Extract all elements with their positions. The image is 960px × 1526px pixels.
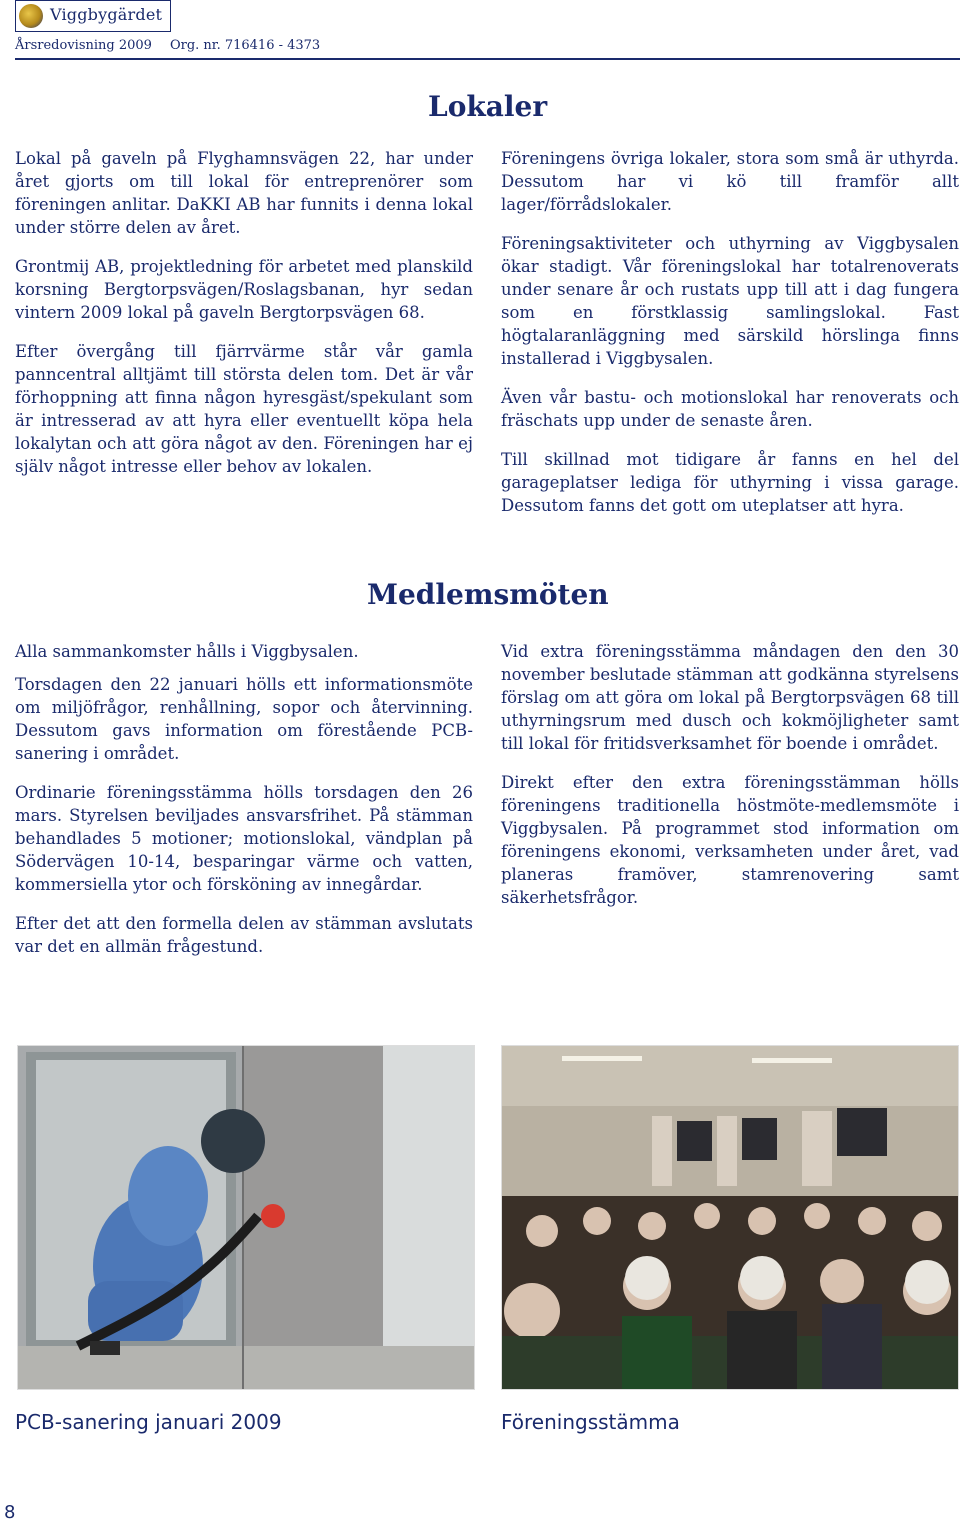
header-rule — [15, 58, 960, 60]
paragraph: Direkt efter den extra föreningsstämman hölls föreningens traditionella höstmöte-medlemsmöte i Viggbysalen. På programmet stod information om föreningens ekonomi, verksamheten under året, vad planeras framöver, stamrenovering samt säkerhetsfrågor. — [501, 773, 959, 907]
logo-text: Viggbygärdet — [50, 5, 163, 24]
photo-pcb-sanering — [17, 1045, 475, 1390]
photo-foreningsstamma-image — [502, 1046, 959, 1390]
paragraph: Vid extra föreningsstämma måndagen den den 30 november beslutade stämman att godkänna styrelsens förslag om att göra om lokal på Bergtorpsvägen 68 till uthyrningsrum med dusch och kokmöjligheter samt till lokal för fritidsverksamhet för boende i området. — [501, 642, 959, 753]
paragraph: Grontmij AB, projektledning för arbetet med planskild korsning Bergtorpsvägen/Roslagsbanan, hyr sedan vintern 2009 lokal på gaveln Bergtorpsvägen 68. — [15, 257, 473, 322]
logo — [15, 0, 171, 32]
paragraph: Efter övergång till fjärrvärme står vår gamla panncentral alltjämt till största delen tom. Det är vår förhoppning att finna någon hyresgäst/spekulant som är intresserad av att hyra eller eventuellt köpa hela lokalytan och att göra något av den. Föreningen har ej själv något intresse eller behov av lokalen. — [15, 342, 473, 476]
lokaler-left-column — [15, 147, 473, 494]
paragraph: Lokal på gaveln på Flyghamnsvägen 22, har under året gjorts om till lokal för entreprenörer som föreningen anlitar. DaKKI AB har funnits i denna lokal under större delen av året. — [15, 149, 473, 237]
photo-pcb-sanering-image — [18, 1046, 475, 1390]
medlemsmoten-left-column — [15, 640, 473, 974]
lokaler-right-column — [501, 147, 959, 533]
paragraph: Även vår bastu- och motionslokal har renoverats och fräschats upp under de senaste åren. — [501, 388, 959, 430]
org-number: Org. nr. 716416 - 4373 — [169, 38, 321, 53]
photo-caption-left: PCB-sanering januari 2009 — [15, 1410, 282, 1434]
medlemsmoten-right-column — [501, 640, 959, 925]
section-title-medlemsmoten: Medlemsmöten — [367, 578, 609, 611]
section-title-lokaler: Lokaler — [428, 90, 548, 123]
page-number: 8 — [4, 1502, 16, 1523]
page-header — [15, 0, 960, 62]
paragraph: Alla sammankomster hålls i Viggbysalen. — [15, 642, 359, 661]
report-title: Årsredovisning 2009 — [15, 38, 152, 53]
header-subtitle — [15, 38, 320, 53]
paragraph: Föreningsaktiviteter och uthyrning av Viggbysalen ökar stadigt. Vår föreningslokal har totalrenoverats under senare år och rustats upp till att i dag fungera som en förstklassig samlingslokal. Fast högtalaranläggning med särskild hörslinga finns installerad i Viggbysalen. — [501, 234, 959, 368]
paragraph: Ordinarie föreningsstämma hölls torsdagen den 26 mars. Styrelsen beviljades ansvarsfrihet. På stämman behandlades 5 motioner; motionslokal, vändplan på Södervägen 10-14, besparingar värme och vatten, kommersiella ytor och försköning av innegårdar. — [15, 783, 473, 894]
paragraph: Föreningens övriga lokaler, stora som små är uthyrda. Dessutom har vi kö till framför allt lager/förrådslokaler. — [501, 149, 959, 214]
paragraph: Efter det att den formella delen av stämman avslutats var det en allmän frågestund. — [15, 914, 473, 956]
photo-foreningsstamma — [501, 1045, 959, 1390]
emblem-icon — [19, 4, 43, 28]
paragraph: Torsdagen den 22 januari hölls ett informationsmöte om miljöfrågor, renhållning, sopor och återvinning. Dessutom gavs information om förestående PCB-sanering i området. — [15, 675, 473, 763]
photo-caption-right: Föreningsstämma — [501, 1410, 680, 1434]
paragraph: Till skillnad mot tidigare år fanns en hel del garageplatser lediga för uthyrning i vissa garage. Dessutom fanns det gott om uteplatser att hyra. — [501, 450, 959, 515]
